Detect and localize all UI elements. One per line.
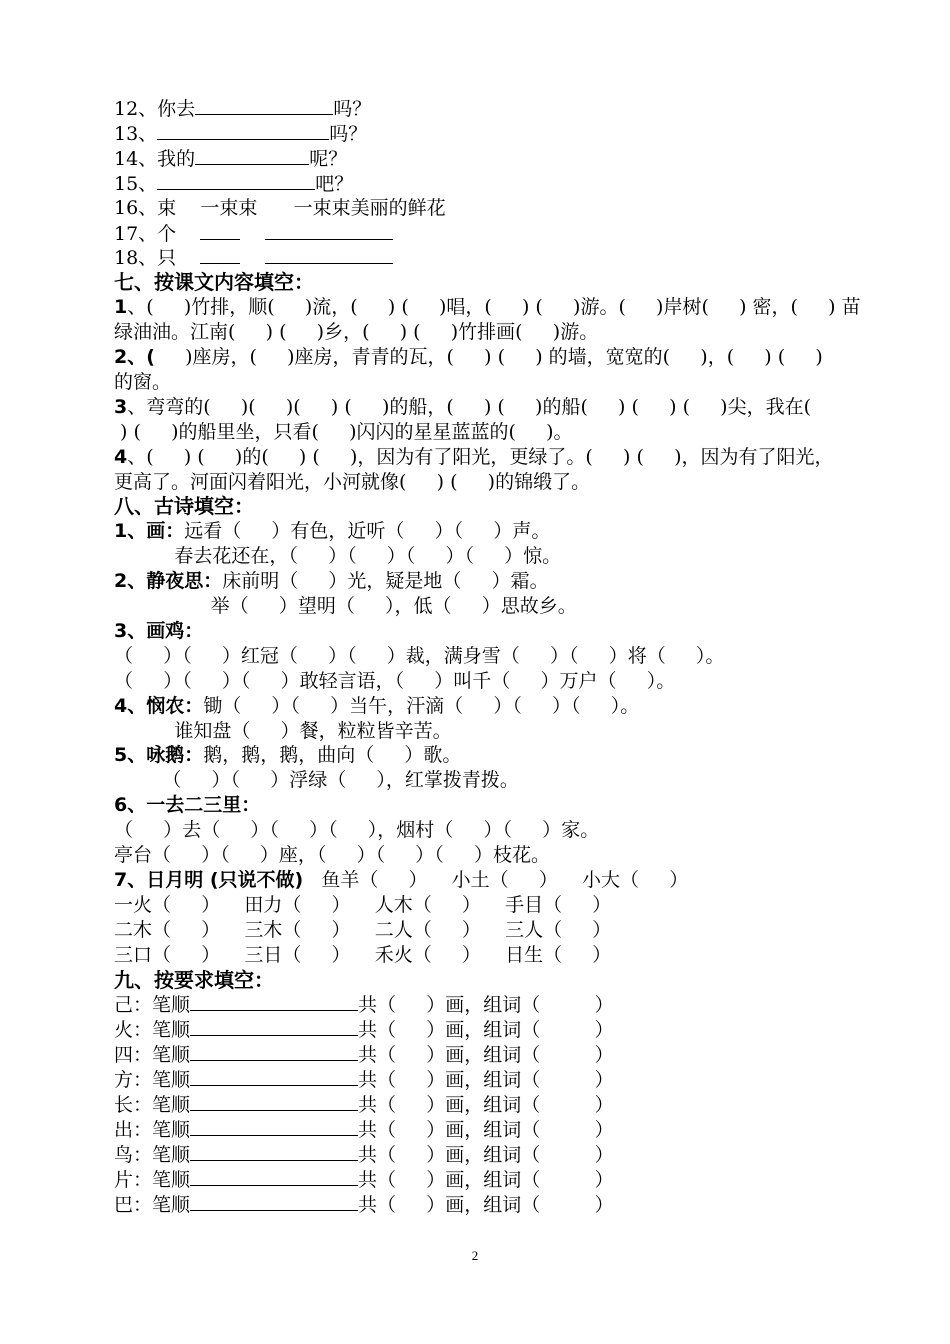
line-text: 共（ ）画，组词（ ） [358, 1019, 614, 1042]
line-text: 吗？ [329, 122, 368, 145]
line-text: 共（ ）画，组词（ ） [358, 1118, 614, 1141]
line-text: 18、只 [114, 247, 201, 270]
worksheet-line [114, 619, 203, 644]
bold-label: 七、按课文内容填空： [114, 270, 314, 295]
line-text: 吧？ [315, 172, 354, 195]
worksheet-line [114, 1142, 614, 1167]
line-text: 、( )竹排，顺( )流，( ) ( )唱，( ) ( )游。( )岸树( ) 密，( ) 苗 [127, 296, 861, 319]
worksheet-line [114, 171, 353, 196]
bold-label: 6、一去二三里： [114, 794, 261, 817]
line-text: 呢？ [309, 147, 348, 170]
line-text: （ ）去（ ）（ ）（ ），烟村（ ）（ ）家。 [114, 819, 600, 842]
line-text: 、( ) ( )的( ) ( )，因为有了阳光，更绿了。( ) ( )，因为有了阳光， [127, 445, 834, 468]
line-text: 一火（ ） 田力（ ） 人木（ ） 手目（ ） [114, 893, 612, 916]
line-text: 共（ ）画，组词（ ） [358, 1044, 614, 1067]
worksheet-line [114, 1017, 614, 1042]
line-text: 13、 [114, 122, 158, 145]
worksheet-line [114, 295, 861, 320]
answer-blank[interactable] [265, 245, 393, 264]
bold-label: 7、日月明 (只说不做) [114, 868, 304, 891]
answer-blank[interactable] [190, 1117, 358, 1136]
line-text: 共（ ）画，组词（ ） [358, 1143, 614, 1166]
worksheet-line [114, 470, 590, 495]
worksheet-line [114, 1117, 614, 1142]
line-text [240, 247, 264, 269]
worksheet-line [114, 818, 599, 843]
answer-blank[interactable] [200, 221, 240, 240]
worksheet-line [114, 196, 446, 221]
line-text: 鱼羊（ ） 小土（ ） 小大（ ） [303, 868, 689, 891]
line-text: 吗？ [333, 98, 372, 120]
line-text: 二木（ ） 三木（ ） 二人（ ） 三人（ ） [114, 918, 612, 941]
worksheet-line [114, 221, 393, 246]
line-text: 共（ ）画，组词（ ） [358, 994, 614, 1017]
bold-label: 3、画鸡： [114, 619, 204, 642]
line-text: 巴：笔顺 [114, 1193, 191, 1216]
worksheet-line [114, 345, 823, 370]
line-text: 锄（ ）（ ）当午，汗滴（ ）（ ）（ ）。 [203, 694, 640, 717]
answer-blank[interactable] [190, 1142, 358, 1161]
line-text: 举（ ）望明（ ），低（ ）思故乡。 [114, 595, 577, 617]
line-text: （ ）（ ）浮绿（ ），红掌拨青拨。 [114, 769, 519, 792]
line-text: 的窗。 [114, 370, 172, 393]
worksheet-line [114, 669, 675, 694]
worksheet-line [114, 544, 561, 569]
answer-blank[interactable] [190, 1042, 358, 1061]
answer-blank[interactable] [157, 121, 329, 140]
line-text: 三口（ ） 三日（ ） 禾火（ ） 日生（ ） [114, 943, 612, 966]
bold-label: 八、古诗填空： [114, 494, 254, 519]
bold-label: 3 [114, 395, 128, 418]
worksheet-line [114, 943, 611, 968]
worksheet-line [114, 719, 452, 744]
worksheet-line [114, 146, 347, 171]
line-text: 亭台（ ）（ ）座，（ ）（ ）（ ）枝花。 [114, 844, 550, 866]
answer-blank[interactable] [190, 1017, 358, 1036]
worksheet-line [114, 768, 519, 793]
worksheet-line [114, 445, 834, 470]
answer-blank[interactable] [190, 1067, 358, 1086]
answer-blank[interactable] [195, 96, 333, 115]
bold-label: 1、画： [114, 520, 185, 543]
worksheet-line [114, 569, 549, 594]
line-text: 方：笔顺 [114, 1069, 191, 1092]
worksheet-line [114, 1067, 614, 1092]
worksheet-line [114, 96, 371, 121]
worksheet-line [114, 370, 171, 395]
line-text: 远看（ ）有色，近听（ ）（ ）声。 [184, 520, 551, 543]
line-text [240, 223, 264, 245]
line-text: 火：笔顺 [114, 1019, 191, 1042]
worksheet-line [114, 843, 550, 868]
answer-blank[interactable] [190, 1192, 358, 1211]
answer-blank[interactable] [265, 221, 393, 240]
line-text: 长：笔顺 [114, 1094, 191, 1116]
worksheet-line [114, 992, 614, 1017]
worksheet-line [114, 121, 367, 146]
line-text: （ ）（ ）红冠（ ）（ ）裁，满身雪（ ）（ ）将（ ）。 [114, 644, 725, 667]
line-text: 出：笔顺 [114, 1118, 191, 1141]
worksheet-line [114, 1167, 614, 1192]
answer-blank[interactable] [190, 1092, 358, 1111]
worksheet-line [114, 594, 577, 619]
line-text: 共（ ）画，组词（ ） [358, 1168, 614, 1191]
worksheet-line [114, 395, 811, 420]
bold-label: 4、悯农： [114, 694, 204, 717]
worksheet-line [114, 420, 573, 445]
line-text: 共（ ）画，组词（ ） [358, 1193, 614, 1216]
worksheet-line [114, 644, 724, 669]
worksheet-line [114, 1092, 614, 1117]
line-text: 床前明（ ）光，疑是地（ ）霜。 [222, 570, 549, 593]
section-heading [114, 968, 274, 993]
line-text: 谁知盘（ ）餐，粒粒皆辛苦。 [114, 719, 452, 742]
worksheet-line [114, 868, 688, 893]
line-text: 片：笔顺 [114, 1168, 191, 1191]
line-text: 更高了。河面闪着阳光，小河就像( ) ( )的锦缎了。 [114, 470, 591, 493]
worksheet-line [114, 743, 461, 768]
line-text: 、弯弯的( )( )( ) ( )的船，( ) ( )的船( ) ( ) ( )尖，我在( [127, 395, 812, 418]
worksheet-line [114, 793, 260, 818]
line-text: 共（ ）画，组词（ ） [358, 1094, 614, 1116]
page-number: 2 [471, 1248, 479, 1263]
worksheet-line [114, 1192, 614, 1217]
line-text: 共（ ）画，组词（ ） [358, 1069, 614, 1092]
worksheet-line [114, 893, 611, 918]
line-text: 15、 [114, 172, 158, 195]
section-heading [114, 270, 314, 295]
line-text: 鹅，鹅，鹅，曲向（ ）歌。 [203, 744, 462, 767]
worksheet-line [114, 245, 393, 270]
answer-blank[interactable] [195, 146, 309, 165]
line-text: 春去花还在，（ ）（ ）（ ）（ ）惊。 [114, 545, 562, 568]
line-text: 14、我的 [114, 147, 196, 170]
line-text: 己：笔顺 [114, 994, 191, 1017]
worksheet-line [114, 1042, 614, 1067]
line-text: 12、你去 [114, 98, 196, 120]
answer-blank[interactable] [190, 1167, 358, 1186]
line-text: ) ( )的船里坐，只看( )闪闪的星星蓝蓝的( )。 [114, 420, 573, 443]
bold-label: 4 [114, 445, 128, 468]
section-heading [114, 494, 254, 519]
answer-blank[interactable] [190, 992, 358, 1011]
bold-label: 5、咏鹅： [114, 744, 204, 767]
worksheet-line [114, 320, 598, 345]
bold-label: 1 [114, 296, 128, 319]
line-text: 鸟：笔顺 [114, 1143, 191, 1166]
line-text: 17、个 [114, 222, 201, 245]
worksheet-line [114, 519, 550, 544]
bold-label: 2、静夜思： [114, 570, 223, 593]
bold-label: 2、( [114, 346, 155, 368]
bold-label: 九、按要求填空： [114, 967, 274, 992]
line-text: （ ）（ ）（ ）敢轻言语，（ ）叫千（ ）万户（ ）。 [114, 669, 676, 692]
worksheet-line [114, 918, 611, 943]
answer-blank[interactable] [200, 245, 240, 264]
answer-blank[interactable] [157, 171, 315, 190]
line-text: )座房，( )座房，青青的瓦，( ) ( ) 的墙，宽宽的( )，( ) ( ) [154, 346, 823, 368]
line-text: 绿油油。江南( ) ( )乡，( ) ( )竹排画( )游。 [114, 321, 599, 344]
line-text: 16、束 一束束 一束束美丽的鲜花 [114, 196, 446, 219]
line-text: 四：笔顺 [114, 1044, 191, 1067]
worksheet-line [114, 694, 639, 719]
